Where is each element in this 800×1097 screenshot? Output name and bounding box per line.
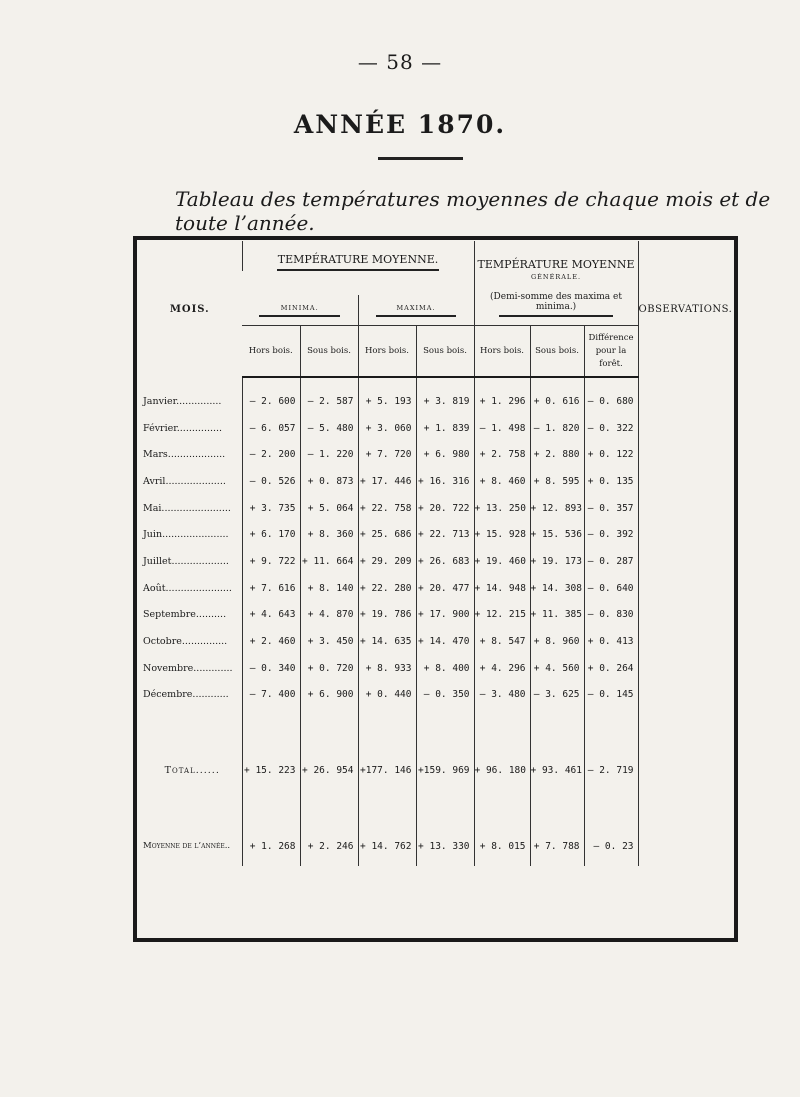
table-row <box>138 602 732 629</box>
page-number: — 58 — <box>357 50 443 74</box>
total-row <box>138 752 732 788</box>
table-row <box>138 655 732 682</box>
table-row <box>138 388 732 415</box>
header-difference: Différence pour la forêt. <box>584 326 638 378</box>
cell-gen-hors: + 8. 460 <box>474 468 530 495</box>
spacer-row <box>138 708 732 752</box>
cell-max-sous: + 26. 683 <box>416 548 474 575</box>
cell-max-sous: + 1. 839 <box>416 415 474 442</box>
table-row <box>138 628 732 655</box>
header-gen-hors-bois: Hors bois. <box>474 326 530 378</box>
cell-min-hors: — 6. 057 <box>242 415 300 442</box>
cell-gen-hors: + 13. 250 <box>474 495 530 522</box>
month-label: Janvier............... <box>143 395 222 407</box>
cell-max-hors: + 25. 686 <box>358 521 416 548</box>
table-row <box>138 548 732 575</box>
header-minima <box>242 295 358 326</box>
mean-label: Moyenne de l’année.. <box>143 841 231 852</box>
mean-max-sous: + 13. 330 <box>416 826 474 866</box>
cell-gen-sous: + 14. 308 <box>530 575 584 602</box>
cell-diff: — 0. 830 <box>584 602 638 629</box>
cell-min-hors: + 4. 643 <box>242 602 300 629</box>
table-row <box>138 682 732 709</box>
table-row <box>138 495 732 522</box>
total-max-hors: +177. 146 <box>358 752 416 788</box>
cell-max-hors: + 3. 060 <box>358 415 416 442</box>
year-title: ANNÉE 1870. <box>293 110 507 139</box>
spacer-row <box>138 377 732 388</box>
cell-diff: — 0. 392 <box>584 521 638 548</box>
month-label: Novembre............. <box>143 662 233 674</box>
cell-max-hors: + 5. 193 <box>358 388 416 415</box>
month-label: Février............... <box>143 422 223 434</box>
cell-gen-sous: — 3. 625 <box>530 682 584 709</box>
cell-max-hors: + 8. 933 <box>358 655 416 682</box>
table-row <box>138 521 732 548</box>
cell-min-sous: — 1. 220 <box>300 441 358 468</box>
cell-diff: — 0. 287 <box>584 548 638 575</box>
cell-max-sous: + 20. 477 <box>416 575 474 602</box>
observation-cell <box>638 575 732 602</box>
cell-gen-sous: + 2. 880 <box>530 441 584 468</box>
table-row <box>138 415 732 442</box>
observation-cell <box>638 655 732 682</box>
cell-gen-sous: + 12. 893 <box>530 495 584 522</box>
cell-min-sous: + 11. 664 <box>300 548 358 575</box>
cell-min-hors: — 7. 400 <box>242 682 300 709</box>
cell-min-hors: + 2. 460 <box>242 628 300 655</box>
total-min-sous: + 26. 954 <box>300 752 358 788</box>
month-label: Mai....................... <box>143 502 231 514</box>
cell-min-hors: — 0. 526 <box>242 468 300 495</box>
total-label: Total...... <box>164 764 220 776</box>
cell-max-hors: + 0. 440 <box>358 682 416 709</box>
total-observation <box>638 752 732 788</box>
cell-min-hors: + 9. 722 <box>242 548 300 575</box>
header-maxima-brace <box>376 315 457 317</box>
header-minima-brace <box>259 315 340 317</box>
observation-cell <box>638 602 732 629</box>
cell-max-sous: + 14. 470 <box>416 628 474 655</box>
cell-diff: + 0. 413 <box>584 628 638 655</box>
cell-gen-sous: + 19. 173 <box>530 548 584 575</box>
cell-min-sous: — 2. 587 <box>300 388 358 415</box>
observation-cell <box>638 495 732 522</box>
cell-gen-hors: + 4. 296 <box>474 655 530 682</box>
cell-min-hors: + 7. 616 <box>242 575 300 602</box>
header-mois: MOIS. <box>169 303 210 315</box>
cell-max-sous: + 6. 980 <box>416 441 474 468</box>
spacer-row <box>138 788 732 826</box>
cell-min-sous: + 4. 870 <box>300 602 358 629</box>
header-min-hors-bois: Hors bois. <box>242 326 300 378</box>
cell-diff: + 0. 122 <box>584 441 638 468</box>
cell-min-sous: + 0. 873 <box>300 468 358 495</box>
cell-min-hors: + 6. 170 <box>242 521 300 548</box>
cell-min-sous: + 3. 450 <box>300 628 358 655</box>
cell-gen-sous: + 0. 616 <box>530 388 584 415</box>
observation-cell <box>638 468 732 495</box>
cell-diff: + 0. 264 <box>584 655 638 682</box>
total-gen-sous: + 93. 461 <box>530 752 584 788</box>
month-label: Mars................... <box>143 449 226 461</box>
header-generale-note <box>474 283 638 326</box>
cell-gen-hors: + 14. 948 <box>474 575 530 602</box>
cell-diff: — 0. 145 <box>584 682 638 709</box>
cell-gen-sous: + 8. 595 <box>530 468 584 495</box>
header-temp-moyenne-label: TEMPÉRATURE MOYENNE. <box>277 253 439 266</box>
cell-max-hors: + 19. 786 <box>358 602 416 629</box>
cell-gen-sous: + 8. 960 <box>530 628 584 655</box>
cell-max-hors: + 17. 446 <box>358 468 416 495</box>
header-temp-generale <box>474 241 638 271</box>
observation-cell <box>638 628 732 655</box>
total-max-sous: +159. 969 <box>416 752 474 788</box>
cell-diff: — 0. 357 <box>584 495 638 522</box>
cell-diff: — 0. 680 <box>584 388 638 415</box>
header-generale-sub: GÉNÉRALE. <box>474 271 638 283</box>
month-label: Septembre.......... <box>143 609 227 621</box>
header-max-sous-bois: Sous bois. <box>416 326 474 378</box>
mean-min-hors: + 1. 268 <box>242 826 300 866</box>
header-gen-sous-bois: Sous bois. <box>530 326 584 378</box>
header-minima-label: MINIMA. <box>280 303 319 312</box>
cell-max-sous: + 8. 400 <box>416 655 474 682</box>
cell-gen-hors: + 19. 460 <box>474 548 530 575</box>
mean-diff: — 0. 23 <box>584 826 638 866</box>
table-row <box>138 441 732 468</box>
table-caption: Tableau des températures moyennes de chaque mois et de toute l’année. <box>175 187 771 235</box>
month-label: Août...................... <box>143 582 232 594</box>
cell-min-sous: + 5. 064 <box>300 495 358 522</box>
mean-row <box>138 826 732 866</box>
mean-gen-sous: + 7. 788 <box>530 826 584 866</box>
cell-max-sous: — 0. 350 <box>416 682 474 709</box>
header-maxima <box>358 295 474 326</box>
cell-gen-hors: — 1. 498 <box>474 415 530 442</box>
cell-max-hors: + 14. 635 <box>358 628 416 655</box>
title-rule <box>378 157 463 160</box>
cell-max-sous: + 16. 316 <box>416 468 474 495</box>
cell-min-sous: + 0. 720 <box>300 655 358 682</box>
cell-min-hors: — 2. 600 <box>242 388 300 415</box>
cell-gen-sous: — 1. 820 <box>530 415 584 442</box>
header-maxima-label: MAXIMA. <box>396 303 436 312</box>
header-observations: OBSERVATIONS. <box>638 241 732 377</box>
observation-cell <box>638 388 732 415</box>
header-spacer-2 <box>242 283 474 295</box>
header-temp-generale-label: TEMPÉRATURE MOYENNE <box>477 258 635 271</box>
mean-gen-hors: + 8. 015 <box>474 826 530 866</box>
observation-cell <box>638 441 732 468</box>
month-label: Juillet................... <box>143 555 229 567</box>
total-diff: — 2. 719 <box>584 752 638 788</box>
header-generale-note-text: (Demi-somme des maxima et minima.) <box>490 291 622 312</box>
cell-diff: — 0. 640 <box>584 575 638 602</box>
cell-gen-hors: + 1. 296 <box>474 388 530 415</box>
observation-cell <box>638 682 732 709</box>
cell-min-sous: + 8. 360 <box>300 521 358 548</box>
cell-max-hors: + 29. 209 <box>358 548 416 575</box>
month-label: Octobre............... <box>143 636 228 648</box>
observation-cell <box>638 521 732 548</box>
cell-gen-hors: + 8. 547 <box>474 628 530 655</box>
cell-max-sous: + 3. 819 <box>416 388 474 415</box>
header-max-hors-bois: Hors bois. <box>358 326 416 378</box>
cell-diff: + 0. 135 <box>584 468 638 495</box>
table-row <box>138 575 732 602</box>
mean-min-sous: + 2. 246 <box>300 826 358 866</box>
mean-max-hors: + 14. 762 <box>358 826 416 866</box>
header-temp-moyenne <box>242 241 474 271</box>
header-min-sous-bois: Sous bois. <box>300 326 358 378</box>
cell-gen-hors: — 3. 480 <box>474 682 530 709</box>
cell-min-hors: — 0. 340 <box>242 655 300 682</box>
cell-min-sous: + 8. 140 <box>300 575 358 602</box>
cell-gen-sous: + 11. 385 <box>530 602 584 629</box>
cell-gen-sous: + 15. 536 <box>530 521 584 548</box>
total-gen-hors: + 96. 180 <box>474 752 530 788</box>
cell-max-hors: + 7. 720 <box>358 441 416 468</box>
cell-min-sous: — 5. 480 <box>300 415 358 442</box>
total-min-hors: + 15. 223 <box>242 752 300 788</box>
cell-max-sous: + 20. 722 <box>416 495 474 522</box>
cell-gen-hors: + 12. 215 <box>474 602 530 629</box>
temperature-table <box>138 241 732 866</box>
cell-min-hors: — 2. 200 <box>242 441 300 468</box>
header-spacer <box>242 271 474 283</box>
header-brace-2 <box>499 315 613 317</box>
month-label: Avril.................... <box>143 475 226 487</box>
cell-gen-hors: + 15. 928 <box>474 521 530 548</box>
cell-max-sous: + 22. 713 <box>416 521 474 548</box>
mean-observation <box>638 826 732 866</box>
observation-cell <box>638 415 732 442</box>
month-label: Décembre............ <box>143 689 229 701</box>
cell-max-hors: + 22. 280 <box>358 575 416 602</box>
cell-max-hors: + 22. 758 <box>358 495 416 522</box>
cell-max-sous: + 17. 900 <box>416 602 474 629</box>
observation-cell <box>638 548 732 575</box>
table-row <box>138 468 732 495</box>
cell-min-sous: + 6. 900 <box>300 682 358 709</box>
month-label: Juin...................... <box>143 529 229 541</box>
cell-diff: — 0. 322 <box>584 415 638 442</box>
cell-gen-sous: + 4. 560 <box>530 655 584 682</box>
cell-gen-hors: + 2. 758 <box>474 441 530 468</box>
cell-min-hors: + 3. 735 <box>242 495 300 522</box>
